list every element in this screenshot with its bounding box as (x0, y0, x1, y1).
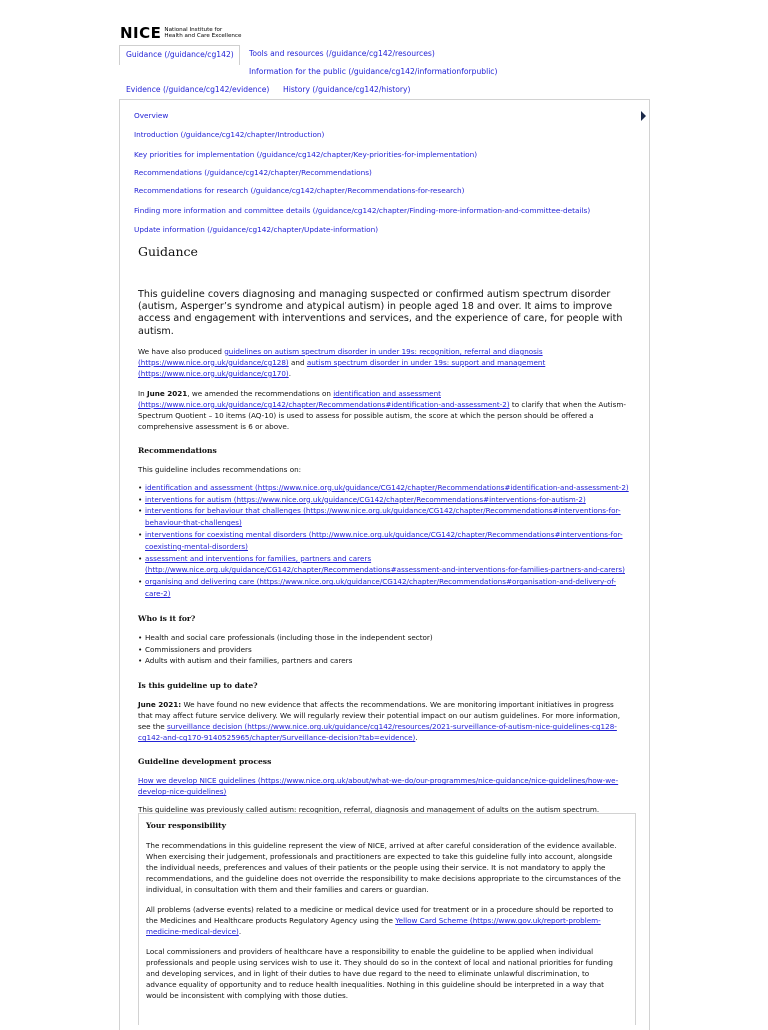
tab-tools-and-resources[interactable]: Tools and resources (/guidance/cg142/resources) (249, 49, 435, 58)
link-rec-behaviour[interactable]: interventions for behaviour that challenges (https://www.nice.org.uk/guidance/CG142/chapter/Recommendations#interventions-for-behaviour-that-challenges) (145, 506, 621, 528)
link-how-we-develop[interactable]: How we develop NICE guidelines (https://www.nice.org.uk/about/what-we-do/our-programmes/nice-guidance/nice-guidelines/how-we-develop-nice-guidelines) (138, 776, 619, 797)
recommendations-intro: This guideline includes recommendations on: (138, 464, 302, 474)
list-item: • Commissioners and providers (145, 644, 630, 656)
responsibility-paragraph-3: Local commissioners and providers of healthcare have a responsibility to enable the guideline to be applied when individual professionals and people using services wish to use it. They should do so in the context of local and national priorities for funding and developing services, and in light of their duties to have due regard to the need to eliminate unlawful discrimination, to advance equality of opportunity and to reduce health inequalities. Nothing in this guideline should be interpreted in a way that would be inconsistent with complying with those duties. (146, 947, 613, 1000)
who-list (138, 632, 630, 667)
resp-p2-end: . (238, 927, 242, 936)
related-text-and: and (288, 357, 307, 367)
logo-subtitle-line2: Health and Care Excellence (164, 33, 242, 39)
link-rec-organising[interactable]: organising and delivering care (https://www.nice.org.uk/guidance/CG142/chapter/Recommendations#organisation-and-delivery-of-care-2) (145, 577, 616, 598)
recommendations-list (138, 482, 630, 600)
list-item (145, 505, 630, 529)
nav-recommendations[interactable]: Recommendations (/guidance/cg142/chapter/Recommendations) (134, 168, 372, 177)
recommendations-heading: Recommendations (138, 445, 217, 455)
tab-guidance[interactable]: Guidance (/guidance/cg142) (126, 50, 234, 59)
nav-update-information[interactable]: Update information (/guidance/cg142/chapter/Update-information) (134, 225, 379, 234)
amend-text-mid: , we amended the recommendations on (187, 388, 334, 398)
amendment-paragraph (138, 388, 630, 432)
list-item (145, 482, 630, 494)
link-identification-assessment[interactable]: identification and assessment (https://www.nice.org.uk/guidance/cg142/chapter/Recommendations#identification-and-assessment-2) (138, 388, 510, 409)
responsibility-heading: Your responsibility (146, 821, 227, 830)
nav-overview[interactable]: Overview (134, 111, 169, 120)
logo-subtitle-line1: National Institute for (164, 26, 223, 33)
nav-finding-more-information[interactable]: Finding more information and committee details (/guidance/cg142/chapter/Finding-more-information-and-committee-details) (134, 206, 591, 215)
list-item (145, 553, 630, 577)
amend-text-post: to clarify that when the Autism-Spectrum Quotient – 10 items (AQ-10) is used to assess for possible autism, the score at which the person should be offered a comprehensive assessment is 6 or above. (138, 399, 626, 431)
list-item (145, 576, 630, 600)
link-rec-identification[interactable]: identification and assessment (https://www.nice.org.uk/guidance/CG142/chapter/Recommendations#identification-and-assessment-2) (145, 482, 629, 492)
who-heading: Who is it for? (138, 613, 196, 623)
link-rec-families[interactable]: assessment and interventions for families, partners and carers (http://www.nice.org.uk/guidance/CG142/chapter/Recommendations#assessment-and-interventions-for-families-partners-and-carers) (145, 553, 625, 575)
link-rec-interventions-autism[interactable]: interventions for autism (https://www.nice.org.uk/guidance/CG142/chapter/Recommendations#interventions-for-autism-2) (145, 494, 586, 504)
update-text: We have found no new evidence that affects the recommendations. We are monitoring important initiatives in progress that may affect future service delivery. We will regularly review their potential impact on our autism guidelines. For more information, see the (138, 700, 620, 732)
amend-text-pre: In (138, 388, 147, 398)
tab-evidence[interactable]: Evidence (/guidance/cg142/evidence) (126, 85, 270, 94)
logo-wordmark: NICE (120, 24, 162, 42)
link-cg128[interactable]: guidelines on autism spectrum disorder in under 19s: recognition, referral and diagnosis (https://www.nice.org.uk/guidance/cg128) (138, 346, 543, 367)
development-paragraph (138, 775, 630, 797)
link-cg170[interactable]: autism spectrum disorder in under 19s: support and management (https://www.nice.org.uk/guidance/cg170) (138, 357, 546, 378)
list-item: • Health and social care professionals (including those in the independent sector) (145, 632, 630, 644)
tab-guidance-container (119, 45, 240, 65)
page-title: Guidance (138, 244, 198, 259)
resp-p2-text: All problems (adverse events) related to a medicine or medical device used for treatment or in a procedure should be reported to the Medicines and Healthcare products Regulatory Agency using the (146, 905, 614, 925)
tab-history[interactable]: History (/guidance/cg142/history) (283, 85, 411, 94)
related-guidelines-paragraph (138, 346, 630, 379)
development-heading: Guideline development process (138, 757, 272, 767)
update-date: June 2021: (138, 700, 182, 710)
link-yellow-card[interactable]: Yellow Card Scheme (https://www.gov.uk/report-problem-medicine-medical-device) (146, 916, 601, 936)
related-text-pre: We have also produced (138, 346, 225, 356)
tab-information-for-public[interactable]: Information for the public (/guidance/cg142/informationforpublic) (249, 67, 498, 76)
nav-key-priorities[interactable]: Key priorities for implementation (/guidance/cg142/chapter/Key-priorities-for-implementation) (134, 150, 478, 159)
nav-introduction[interactable]: Introduction (/guidance/cg142/chapter/Introduction) (134, 130, 325, 139)
amend-date: June 2021 (146, 388, 188, 398)
list-item: • Adults with autism and their families, partners and carers (145, 655, 630, 667)
related-text-end: . (288, 368, 292, 378)
link-surveillance-decision[interactable]: surveillance decision (https://www.nice.org.uk/guidance/cg142/resources/2021-surveillance-of-autism-nice-guidelines-cg128-cg142-and-cg170-9140525965/chapter/Surveillance-decision?tab=evidence) (138, 722, 617, 743)
list-item (145, 529, 630, 553)
responsibility-paragraph-2 (146, 904, 622, 937)
previous-name-paragraph: This guideline was previously called autism: recognition, referral, diagnosis and management of adults on the autism spectrum. (138, 805, 600, 815)
responsibility-paragraph-1: The recommendations in this guideline represent the view of NICE, arrived at after careful consideration of the evidence available. When exercising their judgement, professionals and practitioners are expected to take this guideline fully into account, alongside the individual needs, preferences and values of their patients or the people using their service. It is not mandatory to apply the recommendations, and the guideline does not override the responsibility to make decisions appropriate to the circumstances of the individual, in consultation with them and their families and carers or guardian. (146, 841, 621, 894)
list-item (145, 494, 630, 506)
up-to-date-paragraph (138, 699, 630, 743)
nice-logo[interactable] (120, 24, 241, 42)
update-text-end: . (415, 733, 418, 743)
lead-paragraph: This guideline covers diagnosing and managing suspected or confirmed autism spectrum disorder (autism, Asperger’s syndrome and atypical autism) in people aged 18 and over. It aims to improve access and engagement with interventions and services, and the experience of care, for people with autism. (138, 289, 623, 337)
link-rec-coexisting[interactable]: interventions for coexisting mental disorders (http://www.nice.org.uk/guidance/CG142/chapter/Recommendations#interventions-for-coexisting-mental-disorders) (145, 530, 623, 551)
responsibility-box (138, 813, 636, 1025)
chevron-right-icon[interactable] (641, 111, 646, 121)
logo-subtitle (164, 27, 241, 40)
guidance-content (138, 244, 630, 824)
nav-recommendations-research[interactable]: Recommendations for research (/guidance/cg142/chapter/Recommendations-for-research) (134, 186, 465, 195)
up-to-date-heading: Is this guideline up to date? (138, 681, 258, 691)
